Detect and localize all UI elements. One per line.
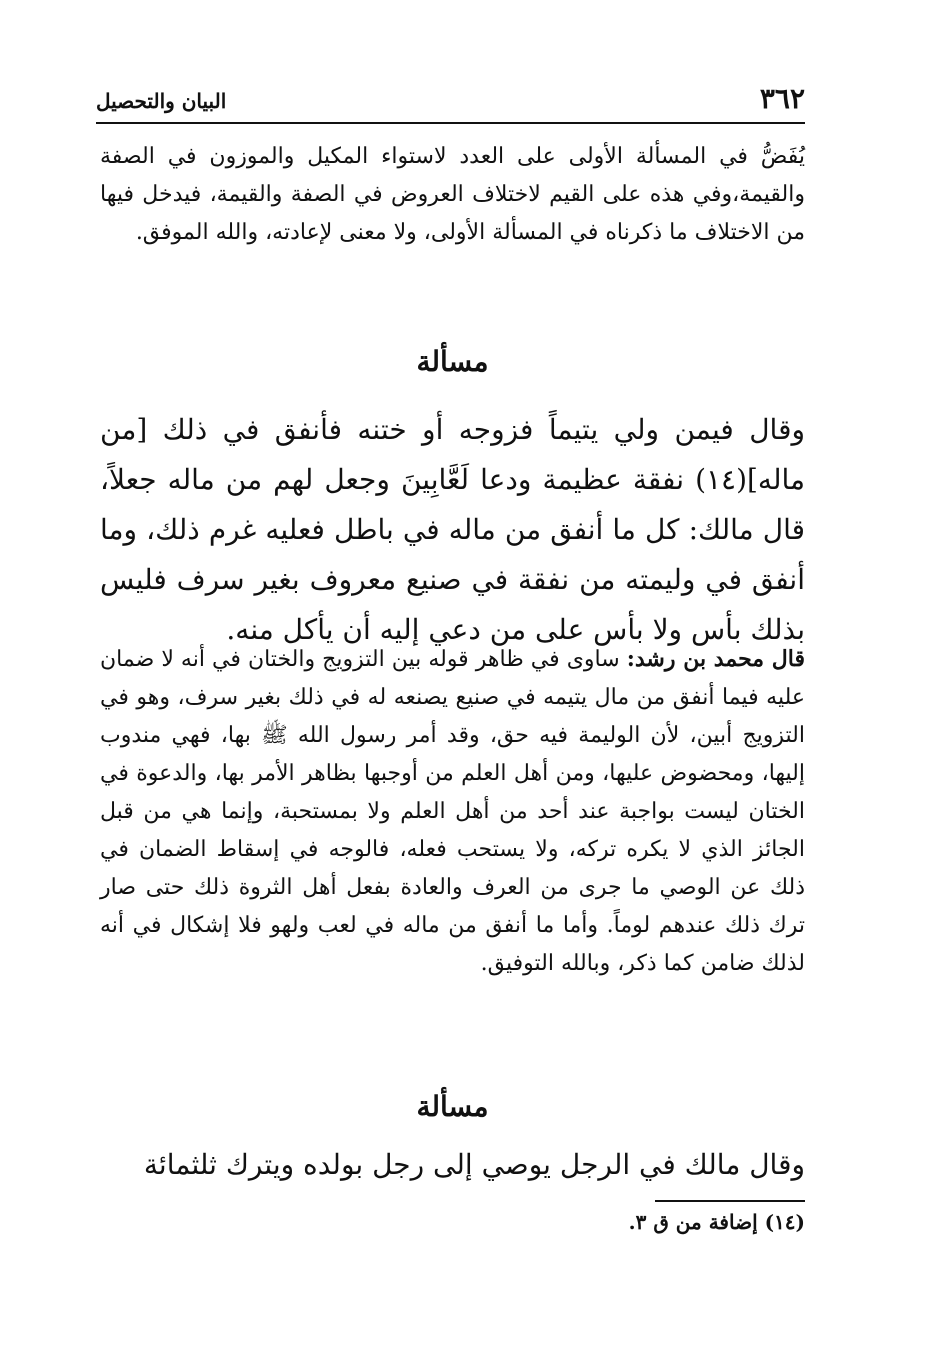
page-number: ٣٦٢: [759, 82, 805, 115]
commentary-paragraph: [100, 640, 805, 983]
page-header: [96, 82, 805, 124]
section-heading-1: مسألة: [416, 345, 489, 378]
commentary-text: ساوى في ظاهر قوله بين التزويج والختان في أنه لا ضمان عليه فيما أنفق من مال يتيمه في صنيع يصنعه له في ذلك بغير سرف، وهو في التزويج أبين، لأن الوليمة فيه حق، وقد أمر رسول الله ﷺ بها، فهي مندوب إليها، ومحضوض عليها، ومن أهل العلم من أوجبها بظاهر الأمر بها، والدعوة في الختان ليست بواجبة عند أحد من أهل العلم ولا بمستحبة، وإنما هي من قبل الجائز الذي لا يكره تركه، ولا يستحب فعله، فالوجه في إسقاط الضمان في ذلك عن الوصي ما جرى من العرف والعادة بفعل أهل الثروة ذلك حتى صار ترك ذلك عندهم لوماً. وأما ما أنفق من ماله في لعب ولهو فلا إشكال في أنه لذلك ضامن كما ذكر، وبالله التوفيق.: [100, 647, 805, 976]
running-title: البيان والتحصيل: [96, 89, 227, 113]
footnote: (١٤) إضافة من ق ٣.: [628, 1210, 805, 1234]
section-1-text: وقال فيمن ولي يتيماً فزوجه أو ختنه فأنفق في ذلك [من ماله](١٤) نفقة عظيمة ودعا لَعَّابِينَ وجعل لهم من ماله جعلاً، قال مالك: كل ما أنفق من ماله في باطل فعليه غرم ذلك، وما أنفق في وليمته من نفقة في صنيع معروف بغير سرف فليس بذلك بأس ولا بأس على من دعي إليه أن يأكل منه.: [100, 413, 805, 646]
section-heading-2: مسألة: [416, 1090, 489, 1123]
top-paragraph: يُفَضُّ في المسألة الأولى على العدد لاستواء المكيل والموزون في الصفة والقيمة،وفي هذه على القيم لاختلاف العروض في الصفة والقيمة، فيدخل فيها من الاختلاف ما ذكرناه في المسألة الأولى، ولا معنى لإعادته، والله الموفق.: [100, 144, 805, 245]
footnote-divider: [655, 1200, 805, 1202]
commentary-author: قال محمد بن رشد:: [626, 646, 805, 672]
section-2-text: وقال مالك في الرجل يوصي إلى رجل بولده ويترك ثلثمائة: [143, 1148, 805, 1181]
